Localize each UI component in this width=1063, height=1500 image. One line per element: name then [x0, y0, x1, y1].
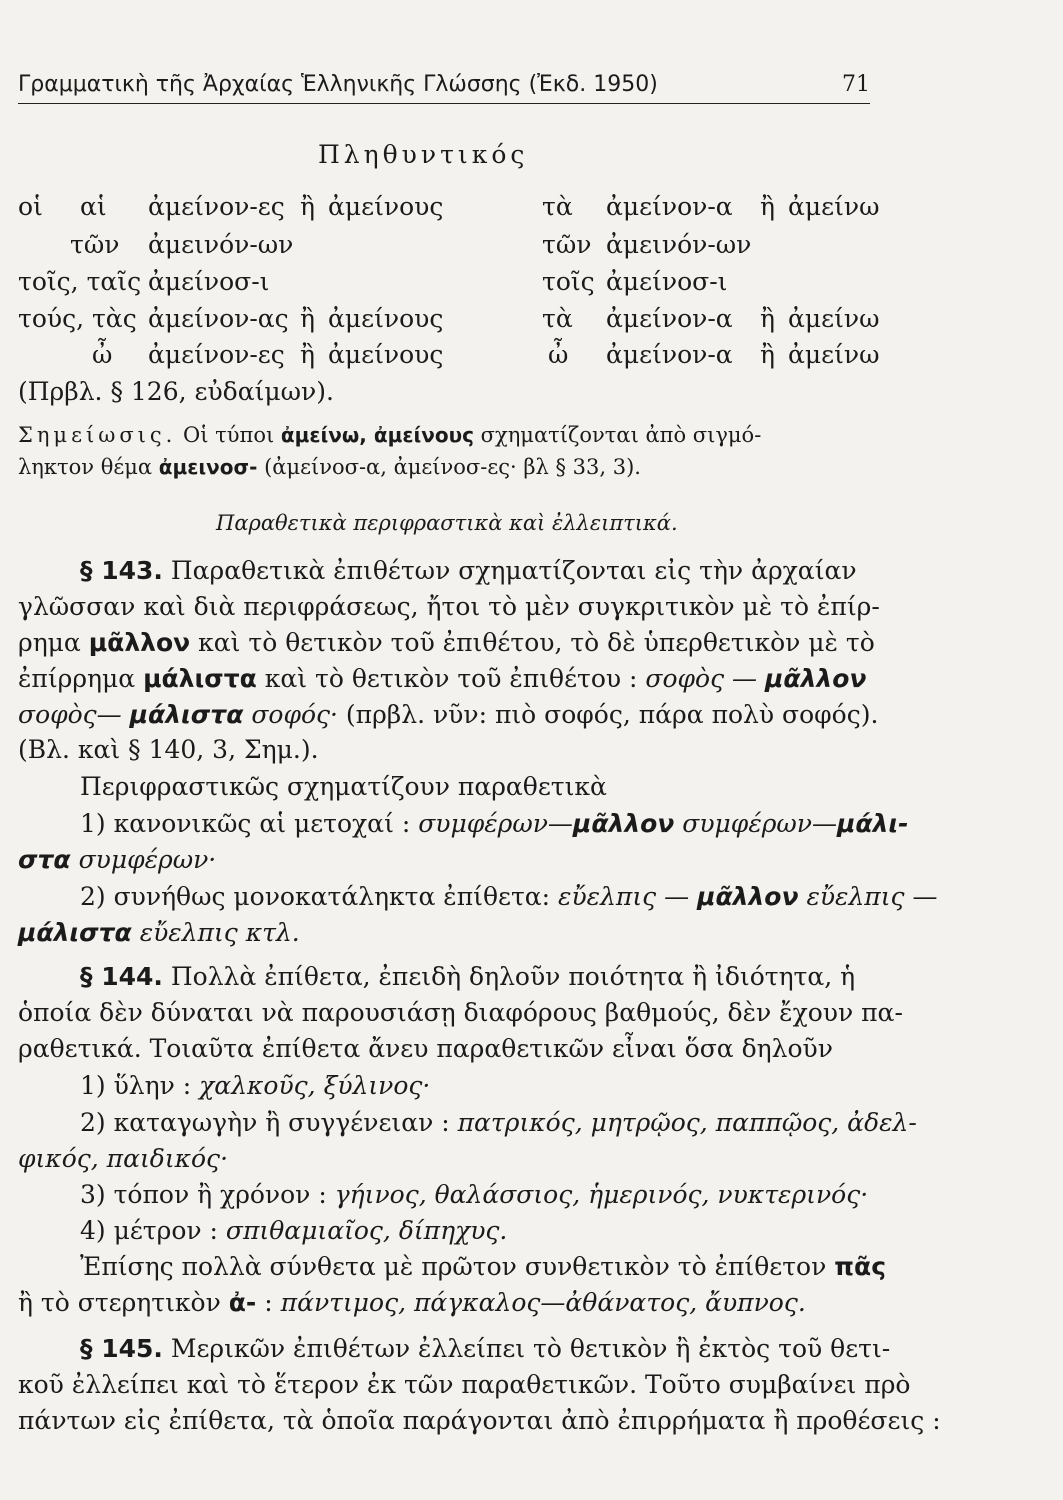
- decl-cell: ἀμείνον-ες: [148, 340, 285, 369]
- running-header: [18, 72, 870, 104]
- para-text: 3) τόπον ἢ χρόνον :: [80, 1180, 327, 1209]
- note-forms: ἀμείνω, ἀμείνους: [280, 423, 474, 447]
- example-malista: στα: [18, 845, 71, 874]
- note-text: (ἀμείνοσ-α, ἀμείνοσ-ες· βλ § 33, 3).: [264, 455, 641, 479]
- para-text: ἐπίρρημα: [18, 664, 136, 693]
- example-mallon: μᾶλλον: [765, 664, 867, 693]
- decl-cell: τῶν: [70, 230, 120, 259]
- example-word: σοφὸς —: [645, 664, 758, 693]
- decl-cell: ἢ: [300, 340, 315, 369]
- decl-cell: ἢ: [760, 340, 775, 369]
- example-word: εὔελπις —: [806, 882, 938, 911]
- note-stem: ἀμεινοσ-: [158, 455, 258, 479]
- example-mallon: μᾶλλον: [697, 882, 799, 911]
- para-text: 2) καταγωγὴν ἢ συγγένειαν :: [80, 1108, 450, 1137]
- example-word: συμφέρων—: [682, 809, 838, 838]
- s144-item-2: [80, 1108, 917, 1138]
- s144-line-1: [80, 962, 855, 992]
- decl-cell: ἀμείνον-ες: [148, 192, 285, 221]
- section-number: § 143.: [80, 556, 163, 585]
- para-text: Πολλὰ ἐπίθετα, ἐπειδὴ δηλοῦν ποιότητα ἢ ἰδιότητα, ἡ: [170, 962, 856, 991]
- s143-line-5: [18, 700, 878, 730]
- note-line-2: [18, 452, 641, 482]
- example-mallon: μᾶλλον: [572, 809, 675, 838]
- example-words: πατρικός, μητρῷος, παππῷος, ἀδελ-: [457, 1108, 917, 1137]
- decl-cell: τὰ: [542, 192, 573, 221]
- s143-line-2: γλῶσσαν καὶ διὰ περιφράσεως, ἤτοι τὸ μὲν συγκριτικὸν μὲ τὸ ἐπίρ-: [18, 592, 880, 621]
- decl-cell: ἀμεινόν-ων: [606, 230, 752, 259]
- s144-item-4: [80, 1216, 507, 1246]
- term-mallon: μᾶλλον: [88, 628, 191, 657]
- para-text: 2) συνήθως μονοκατάληκτα ἐπίθετα:: [80, 882, 551, 911]
- example-words: γήινος, θαλάσσιος, ἡμερινός, νυκτερινός·: [334, 1180, 869, 1209]
- s145-line-1: [80, 1334, 890, 1364]
- section-subheading: Παραθετικὰ περιφραστικὰ καὶ ἐλλειπτικά.: [216, 511, 678, 535]
- example-words: πάντιμος, πάγκαλος—ἀθάνατος, ἄυπνος.: [280, 1288, 806, 1317]
- para-text: Μερικῶν ἐπιθέτων ἐλλείπει τὸ θετικὸν ἢ ἐκτὸς τοῦ θετι-: [170, 1334, 891, 1363]
- note-label: Σημείωσις.: [18, 423, 177, 447]
- decl-cell: οἱ: [18, 192, 43, 221]
- decl-cell: ἀμείνους: [328, 340, 444, 369]
- s144-line-3: ραθετικά. Τοιαῦτα ἐπίθετα ἄνευ παραθετικῶν εἶναι ὅσα δηλοῦν: [18, 1034, 833, 1063]
- periphrastic-item-2: [80, 882, 938, 912]
- decl-cell: ἀμείνω: [788, 340, 880, 369]
- example-words: φικός, παιδικός·: [18, 1144, 229, 1173]
- note-text: σχηματίζονται ἀπὸ σιγμό-: [480, 423, 762, 447]
- decl-cell: ἀμείνον-α: [606, 192, 733, 221]
- plural-heading: Πληθυντικός: [318, 140, 529, 169]
- decl-cell: ἀμείνοσ-ι: [606, 267, 728, 296]
- para-text: Παραθετικὰ ἐπιθέτων σχηματίζονται εἰς τὴν ἀρχαίαν: [170, 556, 857, 585]
- para-text: 1) κανονικῶς αἱ μετοχαί :: [80, 809, 411, 838]
- para-text: 4) μέτρον :: [80, 1216, 218, 1245]
- example-word: σοφὸς—: [18, 700, 122, 729]
- s145-line-3: πάντων εἰς ἐπίθετα, τὰ ὁποῖα παράγονται ἀπὸ ἐπιρρήματα ἢ προθέσεις :: [18, 1406, 941, 1435]
- periphrastic-intro: Περιφραστικῶς σχηματίζουν παραθετικὰ: [80, 772, 607, 801]
- term-malista: μάλιστα: [143, 664, 257, 693]
- term-alpha-privative: ἀ-: [228, 1288, 257, 1317]
- decl-cell: τούς, τὰς: [18, 304, 137, 333]
- note-text: Οἱ τύποι: [183, 423, 275, 447]
- para-text: Ἐπίσης πολλὰ σύνθετα μὲ πρῶτον συνθετικὸν τὸ ἐπίθετον: [80, 1252, 827, 1281]
- decl-cell: ὦ: [548, 340, 569, 369]
- para-text: ἢ τὸ στερητικὸν: [18, 1288, 221, 1317]
- s144-item-3: [80, 1180, 868, 1210]
- decl-cell: ἀμείνω: [788, 192, 880, 221]
- s144-item-2-cont: [18, 1144, 228, 1174]
- header-title: Γραμματικὴ τῆς Ἀρχαίας Ἑλληνικῆς Γλώσσης (Ἐκδ. 1950): [18, 72, 658, 97]
- decl-cell: ἢ: [300, 304, 315, 333]
- periphrastic-item-1-cont: [18, 845, 216, 875]
- decl-cell: ἢ: [760, 304, 775, 333]
- s143-line-6: (Βλ. καὶ § 140, 3, Σημ.).: [18, 735, 319, 764]
- section-number: § 145.: [80, 1334, 163, 1363]
- para-text: 1) ὕλην :: [80, 1071, 192, 1100]
- para-text: καὶ τὸ θετικὸν τοῦ ἐπιθέτου, τὸ δὲ ὑπερθετικὸν μὲ τὸ: [198, 628, 875, 657]
- s144-item-1: [80, 1071, 430, 1101]
- compare-reference: (Πρβλ. § 126, εὐδαίμων).: [18, 377, 334, 406]
- example-malista: μάλι-: [837, 809, 909, 838]
- section-number: § 144.: [80, 962, 163, 991]
- decl-cell: ὦ: [92, 340, 113, 369]
- s144-extra-2: [18, 1288, 806, 1318]
- decl-cell: αἱ: [80, 192, 107, 221]
- para-text: ρημα: [18, 628, 81, 657]
- page-number: 71: [842, 72, 870, 97]
- decl-cell: τοῖς: [542, 267, 595, 296]
- term-pas: πᾶς: [834, 1252, 887, 1281]
- periphrastic-item-2-cont: [18, 918, 300, 948]
- example-word: σοφός·: [251, 700, 338, 729]
- decl-cell: ἢ: [760, 192, 775, 221]
- decl-cell: ἀμείνω: [788, 304, 880, 333]
- s145-line-2: κοῦ ἐλλείπει καὶ τὸ ἕτερον ἐκ τῶν παραθετικῶν. Τοῦτο συμβαίνει πρὸ: [18, 1370, 911, 1399]
- example-word: εὔελπις —: [558, 882, 690, 911]
- example-word: εὔελπις κτλ.: [139, 918, 300, 947]
- s143-line-3: [18, 628, 875, 658]
- decl-cell: ἀμείνους: [328, 304, 444, 333]
- decl-cell: ἢ: [300, 192, 315, 221]
- decl-cell: τῶν: [542, 230, 592, 259]
- para-text: καὶ τὸ θετικὸν τοῦ ἐπιθέτου :: [264, 664, 638, 693]
- para-text: :: [264, 1288, 273, 1317]
- decl-cell: ἀμείνον-ας: [148, 304, 289, 333]
- example-word: συμφέρων·: [78, 845, 217, 874]
- s143-line-1: [80, 556, 857, 586]
- periphrastic-item-1: [80, 809, 909, 839]
- decl-cell: ἀμείνους: [328, 192, 444, 221]
- decl-cell: ἀμείνοσ-ι: [148, 267, 270, 296]
- note-line-1: [18, 420, 761, 450]
- example-words: σπιθαμιαῖος, δίπηχυς.: [225, 1216, 508, 1245]
- para-text: (πρβλ. νῦν: πιὸ σοφός, πάρα πολὺ σοφός).: [345, 700, 879, 729]
- s143-line-4: [18, 664, 866, 694]
- example-word: συμφέρων—: [418, 809, 573, 838]
- note-text: ληκτον θέμα: [18, 455, 153, 479]
- decl-cell: ἀμείνον-α: [606, 340, 733, 369]
- decl-cell: τὰ: [542, 304, 573, 333]
- s144-line-2: ὁποία δὲν δύναται νὰ παρουσιάσῃ διαφόρους βαθμούς, δὲν ἔχουν πα-: [18, 998, 903, 1027]
- s144-extra-1: [80, 1252, 886, 1282]
- decl-cell: ἀμεινόν-ων: [148, 230, 294, 259]
- example-malista: μάλιστα: [129, 700, 244, 729]
- decl-cell: ἀμείνον-α: [606, 304, 733, 333]
- example-malista: μάλιστα: [18, 918, 132, 947]
- decl-cell: τοῖς, ταῖς: [18, 267, 142, 296]
- example-words: χαλκοῦς, ξύλινος·: [199, 1071, 431, 1100]
